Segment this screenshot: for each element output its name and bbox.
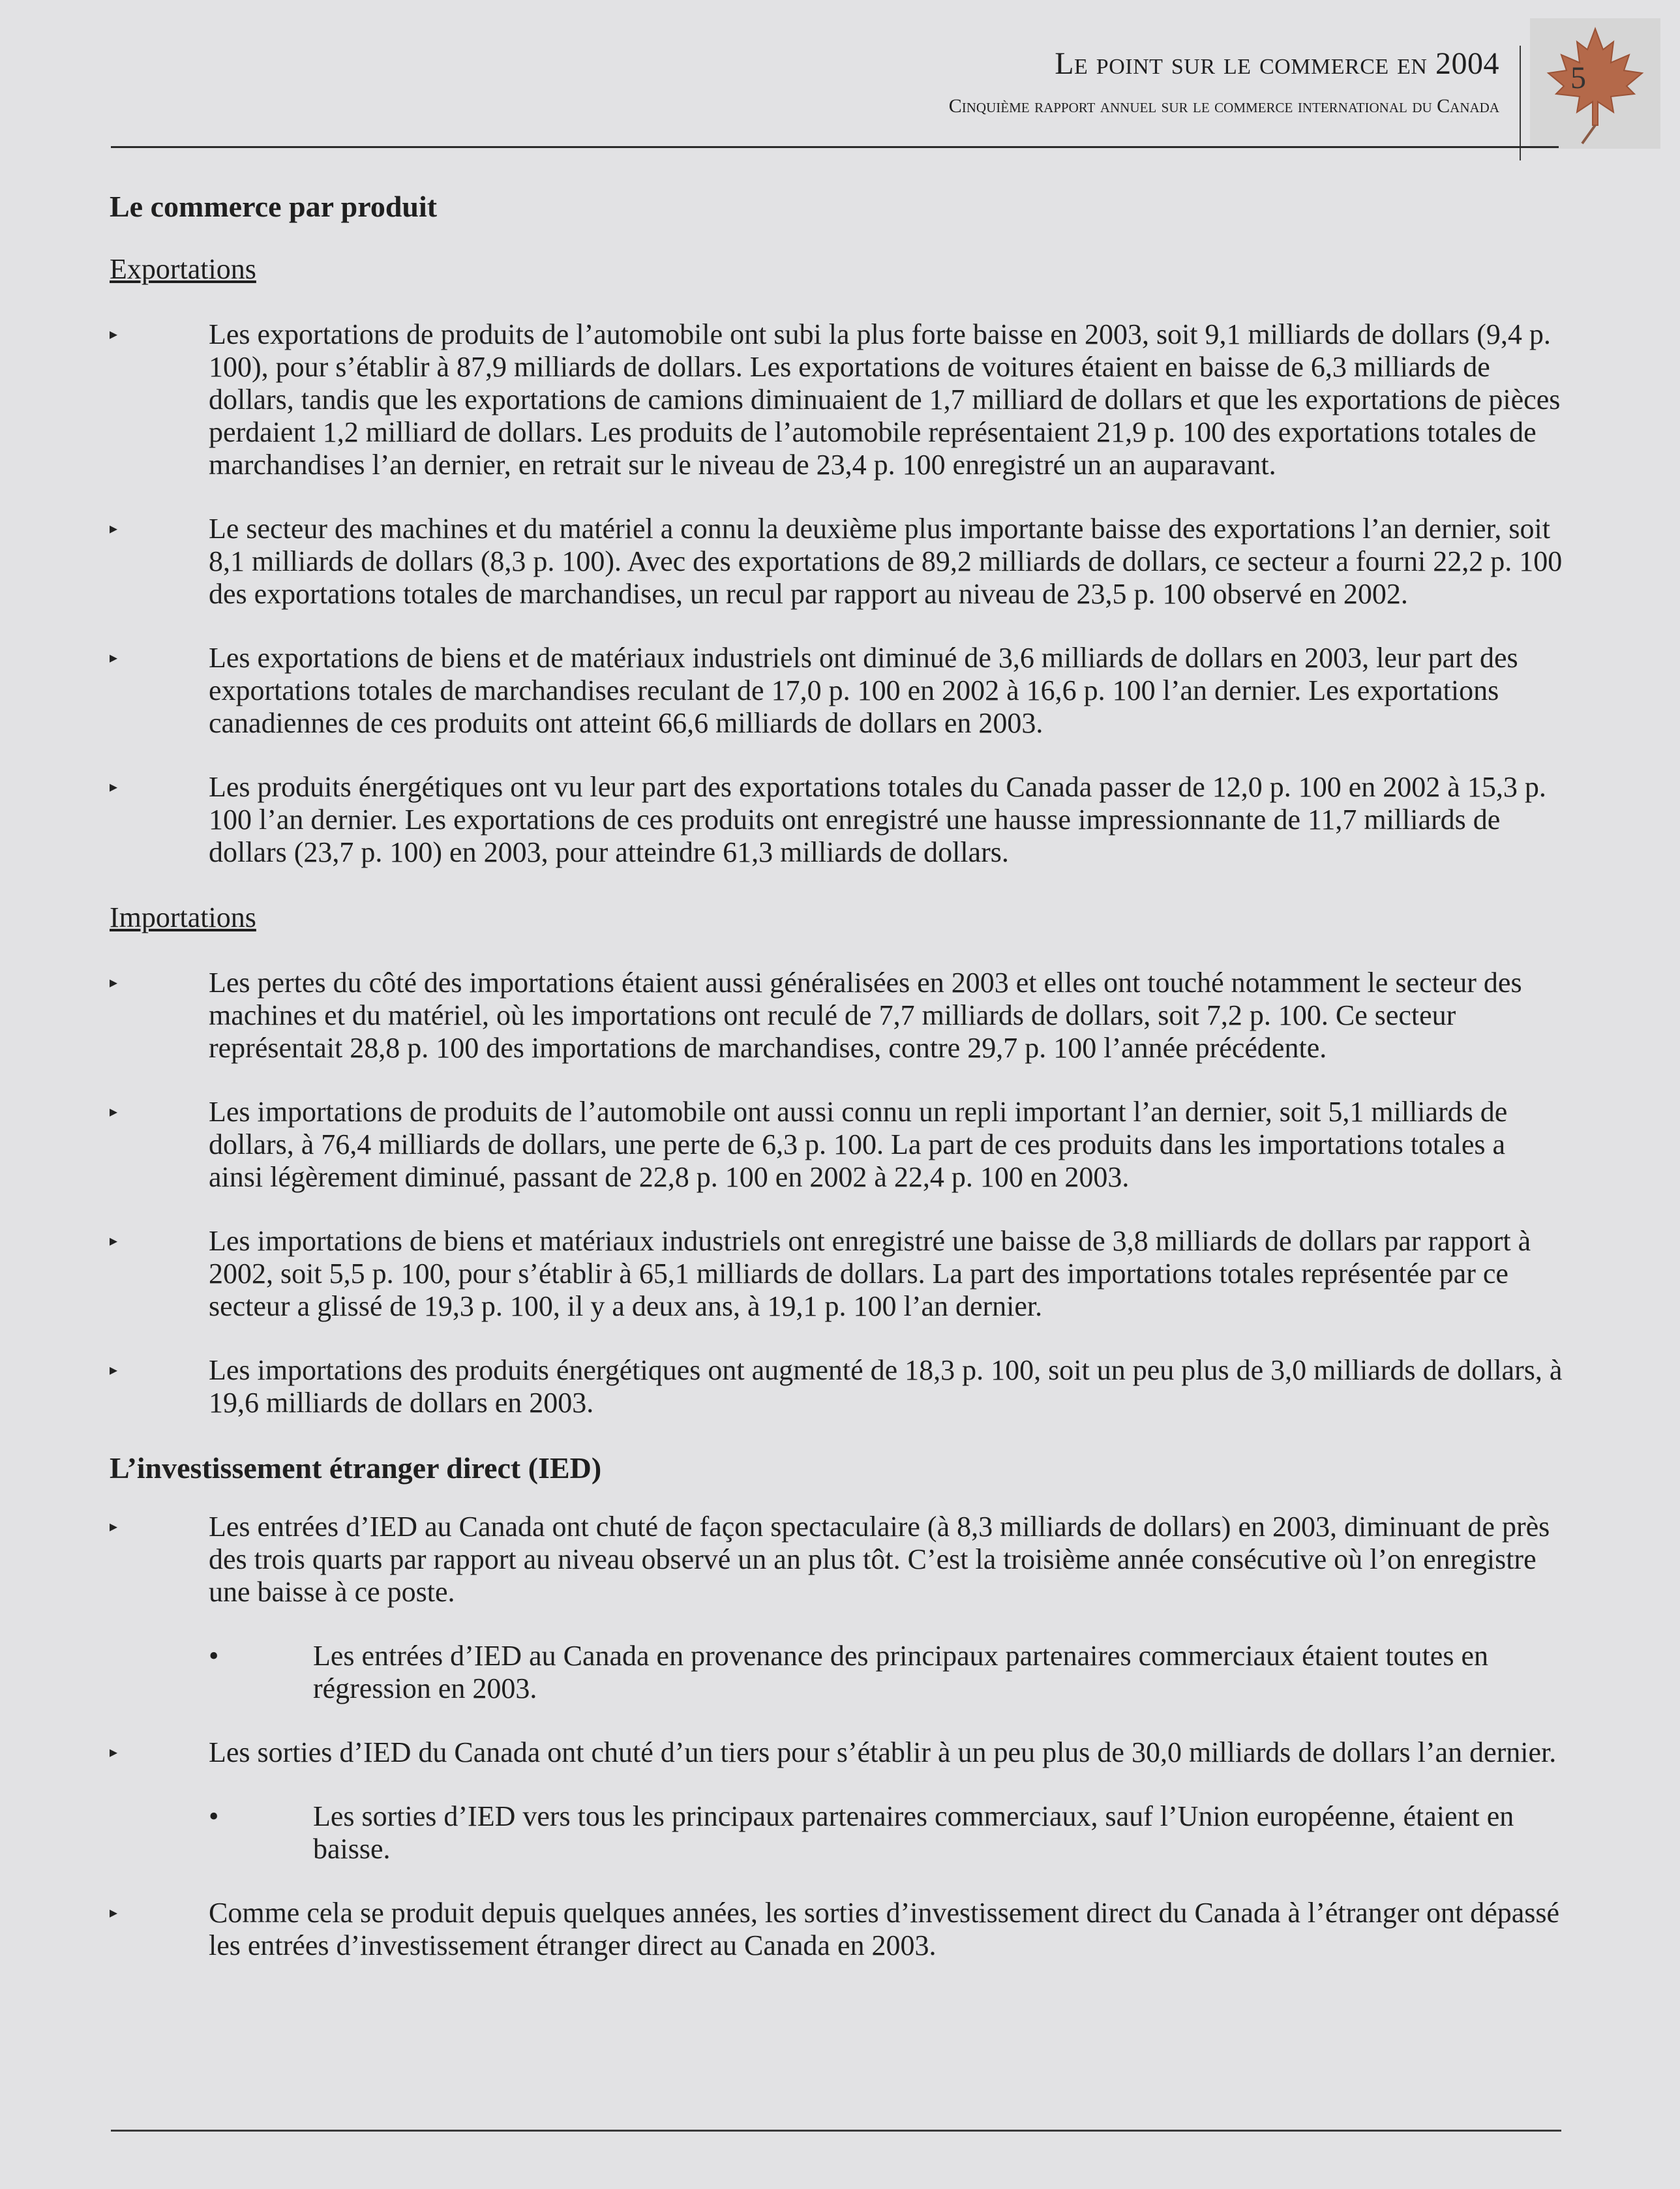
list-item [110,967,1564,1064]
imports-heading: Importations [110,901,256,933]
list-item-text: Les importations de produits de l’automobile ont aussi connu un repli important l’an dernier, soit 5,1 milliards de dollars, à 76,4 milliards de dollars, une perte de 6,3 p. 100. La part de ces produits dans les importations totales a ainsi légèrement diminué, passant de 22,8 p. 100 en 2002 à 22,4 p. 100 en 2003. [209,1096,1508,1193]
list-item-text: Les produits énergétiques ont vu leur part des exportations totales du Canada passer de 12,0 p. 100 en 2002 à 15,3 p. 100 l’an dernier. Les exportations de ces produits ont enregistré une hausse impressionnante de 11,7 milliards de dollars (23,7 p. 100) en 2003, pour atteindre 61,3 milliards de dollars. [209,771,1546,868]
arrow-bullet-icon: ▸ [110,1905,118,1922]
arrow-bullet-icon: ▸ [110,1744,118,1761]
list-item [110,513,1564,611]
page-number: 5 [1570,61,1586,95]
arrow-bullet-icon: ▸ [110,650,118,667]
imports-list [110,967,1564,1419]
sub-list [209,1800,1564,1865]
section-title-trade-by-product: Le commerce par produit [110,190,438,223]
arrow-bullet-icon: ▸ [110,1233,118,1250]
sub-list-item [209,1800,1564,1865]
list-item-text: Les importations de biens et matériaux industriels ont enregistré une baisse de 3,8 milliards de dollars par rapport à 2002, soit 5,5 p. 100, pour s’établir à 65,1 milliards de dollars. La part des importations totales représentée par ce secteur a glissé de 19,3 p. 100, il y a deux ans, à 19,1 p. 100 l’an dernier. [209,1225,1531,1322]
page-header [0,0,1680,157]
list-item-text: Le secteur des machines et du matériel a connu la deuxième plus importante baisse des exportations l’an dernier, soit 8,1 milliards de dollars (8,3 p. 100). Avec des exportations de 89,2 milliards de dollars, ce secteur a fourni 22,2 p. 100 des exportations totales de marchandises, un recul par rapport au niveau de 23,5 p. 100 observé en 2002. [209,513,1563,610]
list-item [110,771,1564,869]
list-item-text: Les importations des produits énergétiques ont augmenté de 18,3 p. 100, soit un peu plus de 3,0 milliards de dollars, à 19,6 milliards de dollars en 2003. [209,1354,1563,1419]
bullet-icon: • [209,1640,219,1672]
list-item-text: Les sorties d’IED du Canada ont chuté d’un tiers pour s’établir à un peu plus de 30,0 milliards de dollars l’an dernier. [209,1736,1557,1768]
list-item-text: Comme cela se produit depuis quelques années, les sorties d’investissement direct du Canada à l’étranger ont dépassé les entrées d’investissement étranger direct au Canada en 2003. [209,1897,1560,1961]
arrow-bullet-icon: ▸ [110,326,118,343]
list-item [110,1736,1564,1865]
section-title-fdi: L’investissement étranger direct (IED) [110,1451,602,1485]
arrow-bullet-icon: ▸ [110,974,118,991]
list-item [110,1511,1564,1705]
sub-list-item-text: Les entrées d’IED au Canada en provenance des principaux partenaires commerciaux étaient toutes en régression en 2003. [313,1640,1488,1704]
exports-list [110,318,1564,869]
arrow-bullet-icon: ▸ [110,521,118,537]
main-content [110,189,1564,1993]
exports-heading: Exportations [110,253,256,285]
list-item-text: Les exportations de biens et de matériaux industriels ont diminué de 3,6 milliards de dollars en 2003, leur part des exportations totales de marchandises reculant de 17,0 p. 100 en 2002 à 16,6 p. 100 l’an dernier. Les exportations canadiennes de ces produits ont atteint 66,6 milliards de dollars en 2003. [209,642,1518,739]
list-item [110,318,1564,481]
fdi-list [110,1511,1564,1962]
sub-list-item-text: Les sorties d’IED vers tous les principaux partenaires commerciaux, sauf l’Union européenne, étaient en baisse. [313,1800,1514,1865]
header-title: Le point sur le commerce en 2004 [1055,46,1499,81]
sub-list-item [209,1640,1564,1705]
header-rule [111,146,1559,148]
list-item-text: Les exportations de produits de l’automobile ont subi la plus forte baisse en 2003, soit 9,1 milliards de dollars (9,4 p. 100), pour s’établir à 87,9 milliards de dollars. Les exportations de voitures étaient en baisse de 6,3 milliards de dollars, tandis que les exportations de camions diminuaient de 1,7 milliard de dollars et que les exportations de pièces perdaient 1,2 milliard de dollars. Les produits de l’automobile représentaient 21,9 p. 100 des exportations totales de marchandises l’an dernier, en retrait sur le niveau de 23,4 p. 100 enregistré un an auparavant. [209,318,1561,481]
footer-rule [111,2130,1561,2132]
list-item [110,1354,1564,1419]
list-item-text: Les pertes du côté des importations étaient aussi généralisées en 2003 et elles ont touché notamment le secteur des machines et du matériel, où les importations ont reculé de 7,7 milliards de dollars, soit 7,2 p. 100. Ce secteur représentait 28,8 p. 100 des importations de marchandises, contre 29,7 p. 100 l’année précédente. [209,967,1522,1064]
header-subtitle: Cinquième rapport annuel sur le commerce international du Canada [948,95,1499,117]
list-item [110,642,1564,740]
arrow-bullet-icon: ▸ [110,1104,118,1121]
arrow-bullet-icon: ▸ [110,779,118,796]
sub-list [209,1640,1564,1705]
list-item [110,1096,1564,1194]
list-item-text: Les entrées d’IED au Canada ont chuté de façon spectaculaire (à 8,3 milliards de dollars) en 2003, diminuant de près des trois quarts par rapport au niveau observé un an plus tôt. C’est la troisième année consécutive où l’on enregistre une baisse à ce poste. [209,1511,1550,1608]
arrow-bullet-icon: ▸ [110,1518,118,1535]
arrow-bullet-icon: ▸ [110,1362,118,1379]
bullet-icon: • [209,1800,219,1832]
header-divider [1520,46,1521,160]
list-item [110,1225,1564,1323]
list-item [110,1897,1564,1962]
maple-leaf-icon [1530,18,1660,149]
